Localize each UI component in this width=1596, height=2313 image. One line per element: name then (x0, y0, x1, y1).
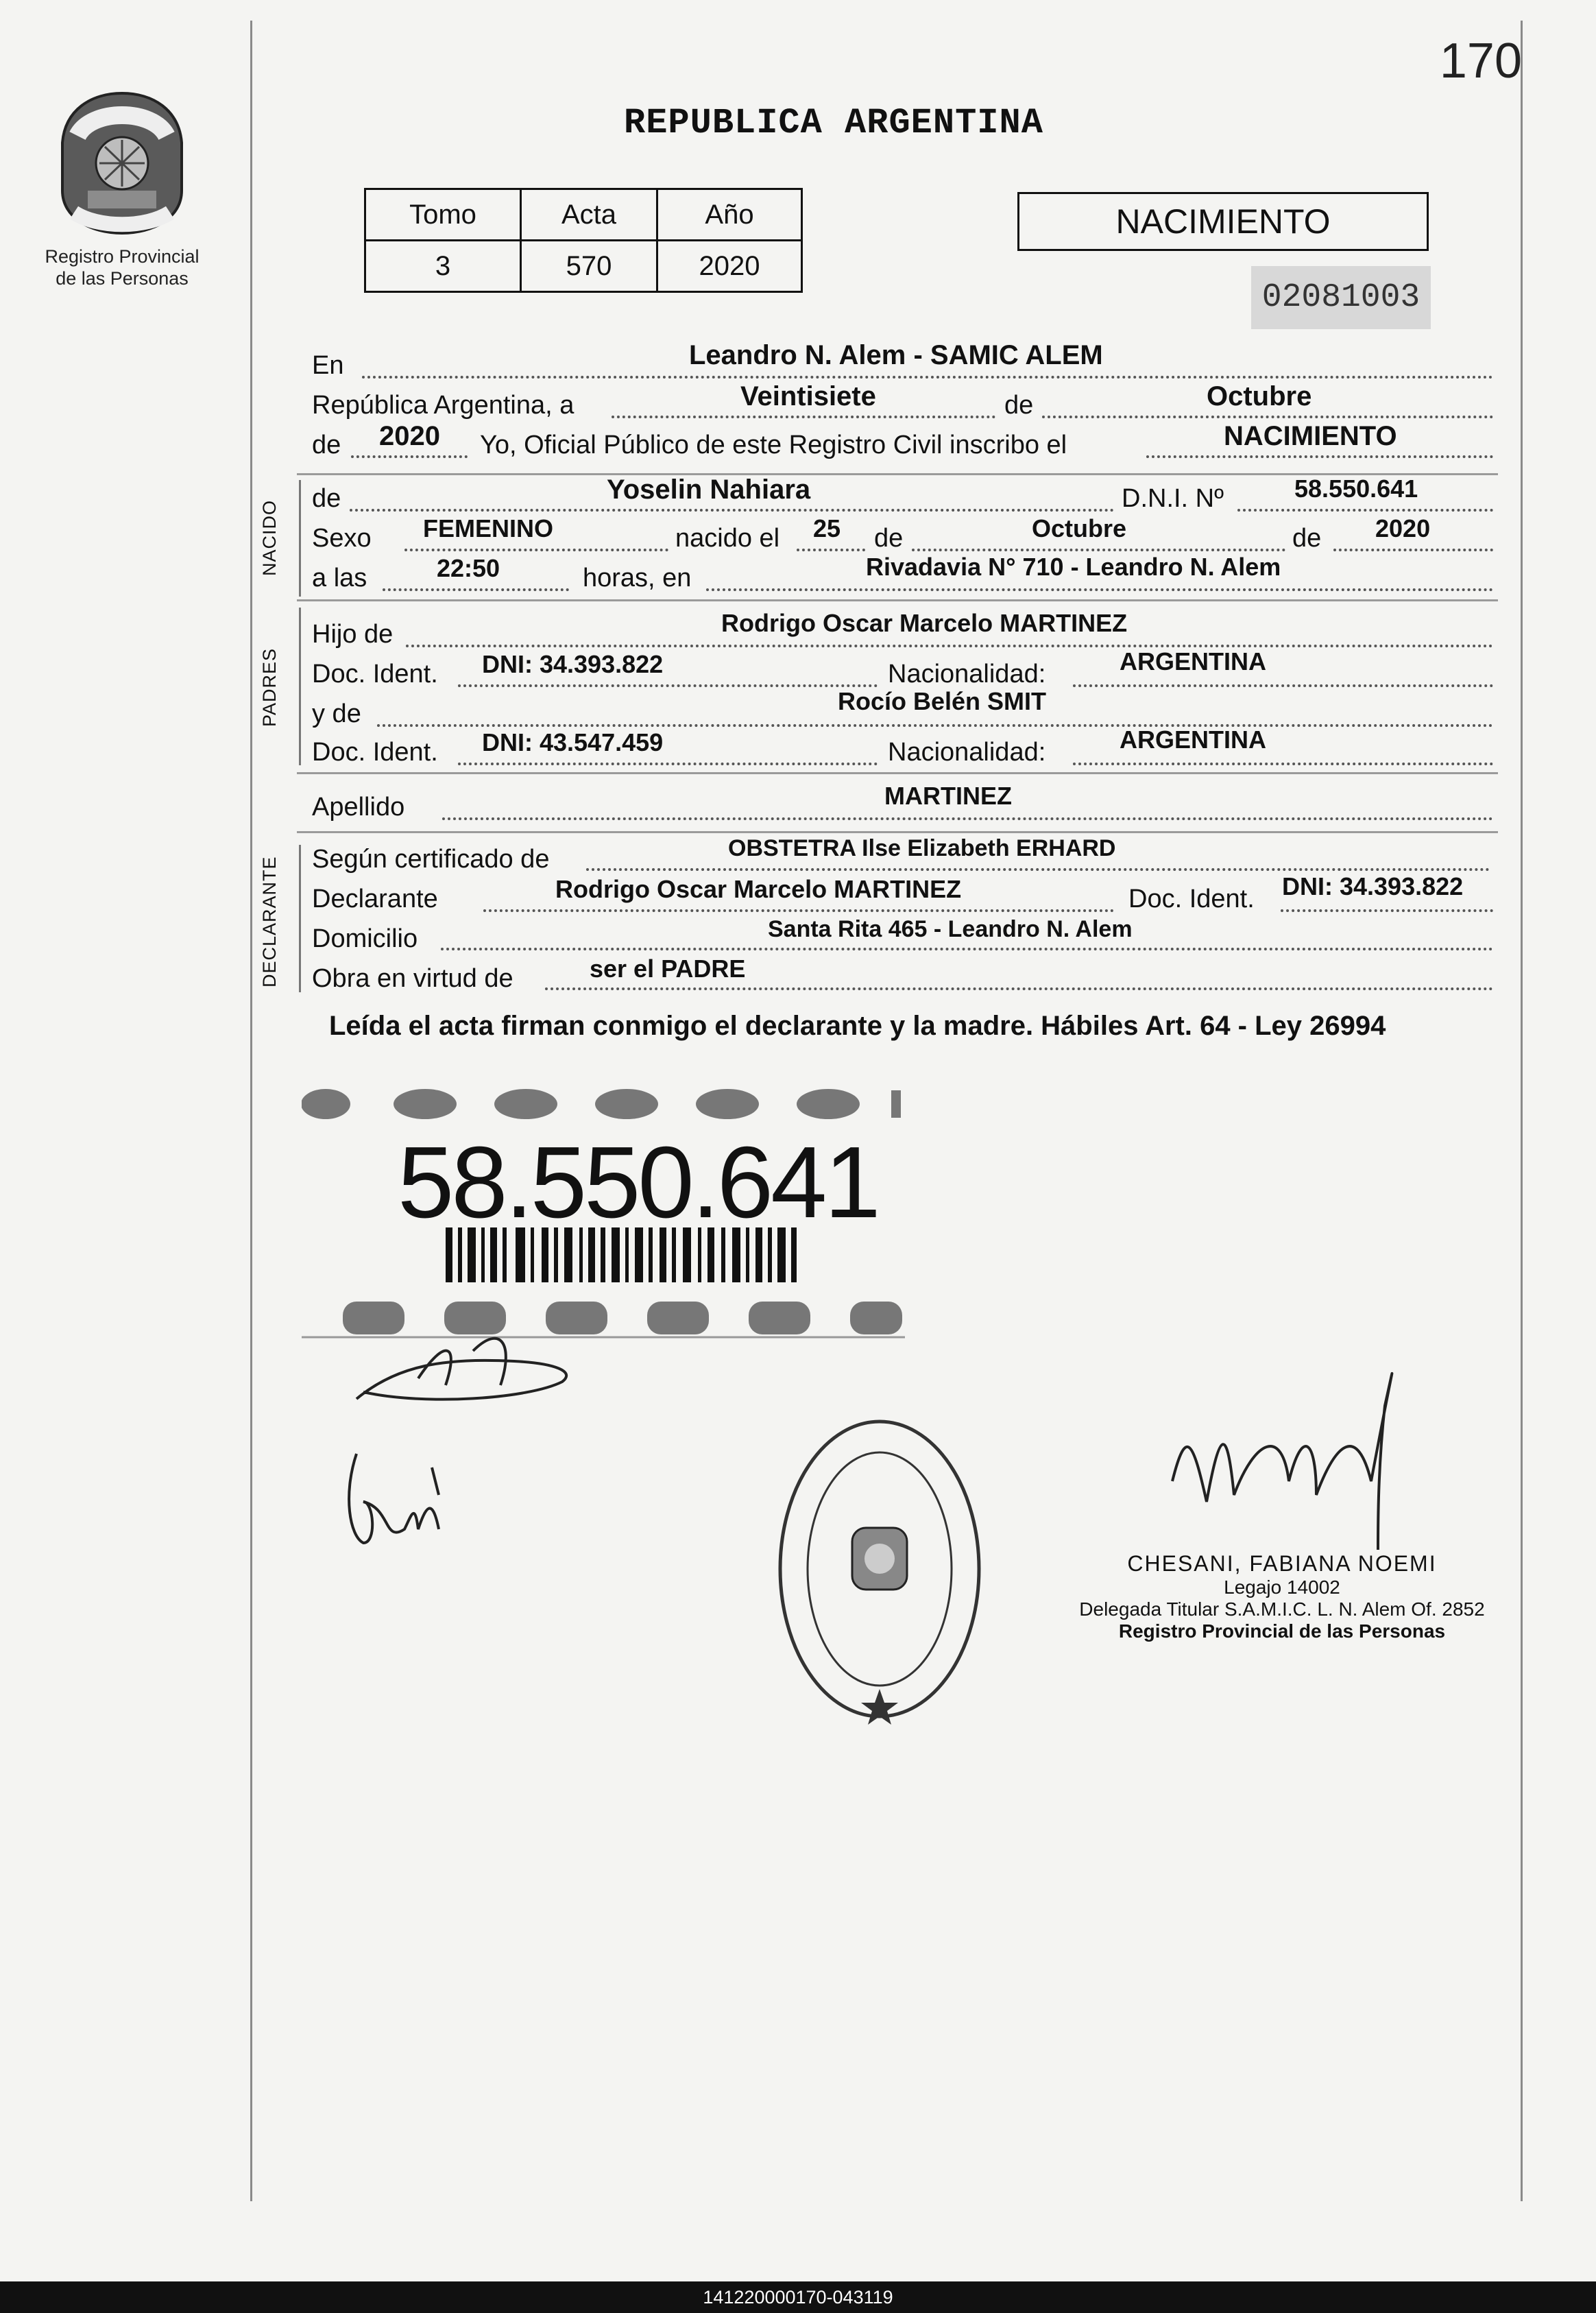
dotted-line (1073, 763, 1493, 765)
padres-side-label: PADRES (259, 647, 280, 727)
acta-header: Acta (521, 189, 657, 241)
dni-label: D.N.I. Nº (1122, 484, 1224, 513)
birth-time: 22:50 (437, 554, 500, 582)
official-stamp (1069, 1551, 1495, 1642)
seal-icon (773, 1411, 986, 1727)
dotted-line (458, 684, 878, 687)
page-number: 170 (1439, 34, 1522, 88)
place-value: Leandro N. Alem - SAMIC ALEM (689, 340, 1103, 370)
hijo-label: Hijo de (312, 620, 394, 649)
dotted-line (406, 645, 1493, 647)
official-seal (773, 1411, 986, 1730)
year-value: 2020 (379, 421, 440, 451)
en-label: En (312, 351, 344, 380)
dotted-line (1146, 455, 1493, 458)
month-value: Octubre (1207, 381, 1312, 411)
acta-value: 570 (521, 241, 657, 292)
father-name: Rodrigo Oscar Marcelo MARTINEZ (721, 609, 1128, 637)
dotted-line (458, 763, 878, 765)
doc-type-box: NACIMIENTO (1017, 192, 1429, 251)
nacido-de-label: de (312, 484, 341, 513)
footer-code: 141220000170-043119 (0, 2281, 1596, 2313)
dotted-line (377, 724, 1493, 727)
official-name: CHESANI, FABIANA NOEMI (1127, 1551, 1437, 1576)
right-margin-line (1521, 21, 1523, 2201)
separator (297, 831, 1498, 833)
doc-label: Doc. Ident. (312, 660, 438, 688)
obra-value: ser el PADRE (590, 955, 746, 983)
birth-month: Octubre (1032, 514, 1127, 542)
dotted-line (362, 376, 1493, 379)
mother-name: Rocío Belén SMIT (838, 687, 1047, 715)
dotted-line (351, 455, 468, 458)
misiones-emblem-icon (50, 88, 194, 239)
nacionalidad-label: Nacionalidad: (888, 738, 1046, 767)
official-legajo: Legajo 14002 (1224, 1577, 1340, 1598)
day-value: Veintisiete (740, 381, 876, 411)
de2-label: de (312, 431, 341, 459)
signature-icon (1152, 1344, 1440, 1550)
declarant-name: Rodrigo Oscar Marcelo MARTINEZ (555, 875, 962, 903)
dotted-line (1237, 509, 1493, 512)
sexo-value: FEMENINO (423, 514, 554, 542)
dotted-line (1073, 684, 1493, 687)
act-value: NACIMIENTO (1224, 421, 1397, 451)
child-name: Yoselin Nahiara (607, 475, 811, 505)
birth-day: 25 (813, 514, 841, 542)
separator (297, 772, 1498, 774)
provincial-crest (40, 88, 204, 289)
obra-label: Obra en virtud de (312, 964, 513, 993)
domicilio-value: Santa Rita 465 - Leandro N. Alem (768, 916, 1133, 942)
tomo-value: 3 (365, 241, 521, 292)
dotted-line (404, 549, 668, 551)
republic-label: República Argentina, a (312, 391, 575, 420)
nacionalidad-label: Nacionalidad: (888, 660, 1046, 688)
anio-header: Año (657, 189, 802, 241)
domicilio-label: Domicilio (312, 924, 418, 953)
de-label: de (1004, 391, 1034, 420)
sexo-label: Sexo (312, 524, 372, 553)
crest-caption-2: de las Personas (56, 268, 189, 289)
dotted-line (483, 909, 1114, 912)
mother-nationality: ARGENTINA (1120, 726, 1266, 754)
dotted-line (383, 588, 569, 591)
yde-label: y de (312, 699, 361, 728)
declarante-label: Declarante (312, 885, 438, 913)
crest-caption-1: Registro Provincial (45, 246, 200, 267)
section-bar (299, 845, 301, 992)
dotted-line (612, 416, 995, 418)
dotted-line (797, 549, 865, 551)
birth-place: Rivadavia N° 710 - Leandro N. Alem (866, 553, 1281, 581)
official-org: Registro Provincial de las Personas (1118, 1620, 1446, 1642)
dotted-line (442, 817, 1493, 820)
dotted-line (1281, 909, 1493, 912)
tomo-header: Tomo (365, 189, 521, 241)
country-heading: REPUBLICA ARGENTINA (624, 103, 1043, 143)
dotted-line (441, 948, 1493, 950)
anio-value: 2020 (657, 241, 802, 292)
dotted-line (912, 549, 1285, 551)
dotted-line (1333, 549, 1493, 551)
sticker-dni-number: 58.550.641 (398, 1126, 878, 1239)
serial-number: 02081003 (1251, 266, 1431, 329)
apellido-value: MARTINEZ (884, 782, 1012, 810)
doc-label: Doc. Ident. (312, 738, 438, 767)
official-signature (1152, 1344, 1440, 1553)
left-margin-line (250, 21, 252, 2201)
dotted-line (545, 987, 1493, 990)
nacido-side-label: NACIDO (259, 499, 280, 576)
section-bar (299, 480, 301, 597)
horas-label: horas, en (583, 564, 692, 592)
signature-icon (343, 1323, 590, 1426)
declarant-doc: DNI: 34.393.822 (1282, 872, 1464, 900)
dotted-line (706, 588, 1493, 591)
de-label: de (874, 524, 904, 553)
separator (297, 599, 1498, 601)
cert-label: Según certificado de (312, 845, 550, 874)
de-label: de (1292, 524, 1322, 553)
certificate-value: OBSTETRA Ilse Elizabeth ERHARD (728, 835, 1116, 861)
birth-year: 2020 (1375, 514, 1431, 542)
mother-doc: DNI: 43.547.459 (482, 728, 664, 756)
apellido-label: Apellido (312, 793, 405, 822)
doc-label: Doc. Ident. (1128, 885, 1255, 913)
dotted-line (350, 509, 1114, 512)
closing-statement: Leída el acta firman conmigo el declarante y la madre. Hábiles Art. 64 - Ley 26994 (329, 1011, 1386, 1041)
father-nationality: ARGENTINA (1120, 647, 1266, 675)
dotted-line (1042, 416, 1493, 418)
declarant-signature (343, 1323, 590, 1430)
signature-icon (336, 1440, 459, 1557)
mother-signature (336, 1440, 459, 1560)
dotted-line (586, 868, 1490, 871)
yo-text: Yo, Oficial Público de este Registro Civil inscribo el (480, 431, 1067, 459)
record-table (364, 188, 803, 293)
child-dni: 58.550.641 (1294, 475, 1418, 503)
official-role: Delegada Titular S.A.M.I.C. L. N. Alem Of. 2852 (1079, 1598, 1485, 1620)
declarante-side-label: DECLARANTE (259, 856, 280, 987)
section-bar (299, 608, 301, 765)
alas-label: a las (312, 564, 367, 592)
nacido-el-label: nacido el (675, 524, 780, 553)
father-doc: DNI: 34.393.822 (482, 650, 664, 678)
